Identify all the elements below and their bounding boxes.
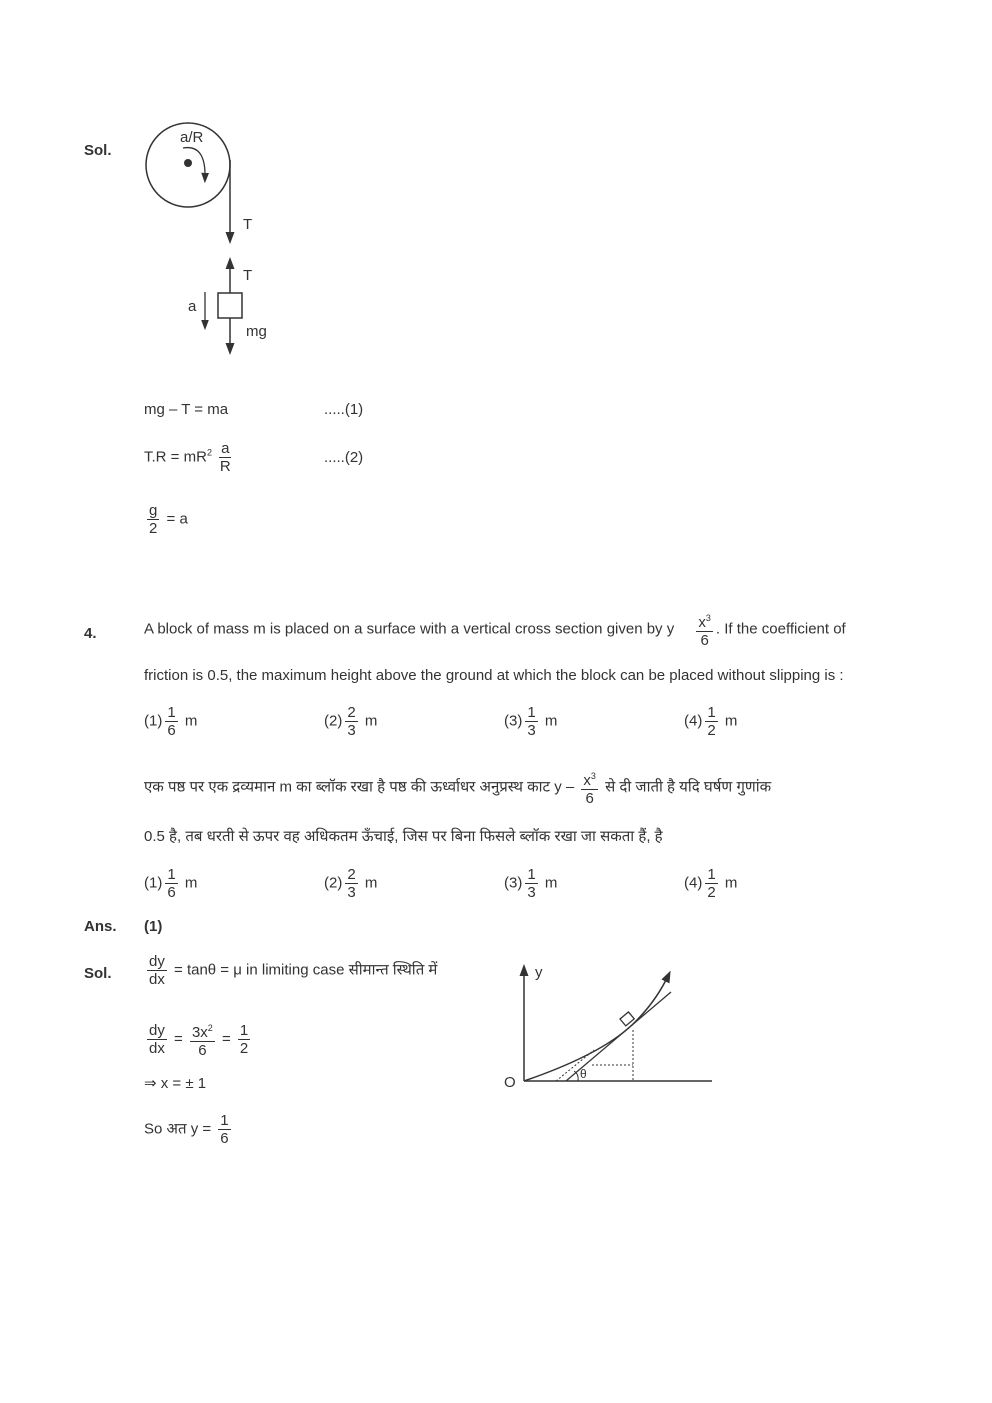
solution-line-4: So अत y = $\frac{1}{6}$ [144, 1112, 229, 1147]
question-line-2: friction is 0.5, the maximum height above the ground at which the block can be placed without slipping is : [144, 667, 844, 684]
hindi-text-b: से दी जाती है यदि घर्षण गुणांक [605, 778, 772, 796]
hindi-text-a: एक पष्ठ पर एक द्रव्यमान m का ब्लॉक रखा है पष्ठ की ऊर्ध्वाधर अनुप्रस्थ काट y – [144, 778, 575, 796]
question-text-b: . If the coefficient of [715, 620, 846, 638]
denominator: 2 [149, 520, 158, 537]
numerator: a [221, 440, 230, 457]
question-text-a: A block of mass m is placed on a surface with a vertical cross section given by y [144, 620, 675, 638]
numerator: g [149, 502, 158, 519]
weight-label: mg [246, 323, 267, 340]
question-line-1 [144, 610, 846, 649]
sol-label: Sol. [84, 142, 112, 159]
block-on-surface [620, 1012, 634, 1026]
answer-value: (1) [144, 918, 163, 935]
option-4[interactable]: (4) $\frac{1}{2}$ m [684, 704, 738, 739]
question-hindi-line-2: 0.5 है, तब धरती से ऊपर वह अधिकतम ऊँचाई, जिस पर बिना फिसले ब्लॉक रखा जा सकता हैं, है [144, 828, 663, 845]
pulley-axle [184, 159, 192, 167]
fraction [147, 502, 159, 537]
fraction: $\frac{dy}{dx}$ [149, 953, 165, 988]
option-4[interactable]: (4) $\frac{1}{2}$ m [684, 866, 738, 901]
dotted-tangent-extension [556, 1050, 594, 1081]
option-1[interactable]: (1) $\frac{1}{6}$ m [144, 866, 198, 901]
equation-3 [144, 502, 188, 537]
option-2[interactable]: (2) $\frac{2}{3}$ m [324, 704, 378, 739]
eq2-sup: 2 [206, 447, 212, 458]
angle-label: θ [580, 1067, 587, 1081]
solution-line-1-text: = tanθ = μ in limiting case सीमान्त स्थिति में [174, 961, 438, 979]
option-3[interactable]: (3) $\frac{1}{3}$ m [504, 866, 558, 901]
numerator: $x^3$ [581, 768, 598, 790]
fraction [219, 440, 231, 475]
fraction [581, 768, 598, 807]
denominator: 6 [700, 632, 709, 649]
acceleration-label: a [188, 298, 197, 315]
block-tension-label: T [243, 267, 253, 284]
eq3-rhs: = a [166, 510, 188, 528]
answer-label: Ans. [84, 918, 117, 935]
angular-acc-label: a/R [180, 129, 204, 146]
slope-graph [504, 964, 712, 1091]
denominator: 6 [585, 790, 594, 807]
angle-arc [574, 1071, 578, 1081]
equation-1: mg – T = ma [144, 401, 229, 418]
eq2-lhs: T.R = mR [144, 448, 207, 466]
solution-line-2: $\frac{dy}{dx}$ = $\frac{3x^2}{6}$ = $\frac{1}{2}$ [149, 1022, 249, 1059]
equation-2-ref: .....(2) [324, 449, 364, 466]
denominator: R [219, 458, 231, 475]
option-3[interactable]: (3) $\frac{1}{3}$ m [504, 704, 558, 739]
option-1[interactable]: (1) $\frac{1}{6}$ m [144, 704, 198, 739]
fraction [696, 610, 713, 649]
equation-2 [144, 440, 234, 475]
solution-line-3: ⇒ x = ± 1 [144, 1075, 207, 1092]
solution-line-1 [144, 953, 437, 988]
equation-1-ref: .....(1) [324, 401, 364, 418]
hanging-block [218, 293, 242, 318]
question-number: 4. [84, 625, 97, 642]
option-2[interactable]: (2) $\frac{2}{3}$ m [324, 866, 378, 901]
pulley-diagram [146, 123, 267, 349]
sol-label: Sol. [84, 965, 112, 982]
origin-label: O [504, 1074, 516, 1091]
y-axis-label: y [535, 964, 543, 981]
question-hindi-line-1 [144, 768, 771, 807]
rope-tension-label: T [243, 216, 253, 233]
numerator: $x^3$ [696, 610, 713, 632]
